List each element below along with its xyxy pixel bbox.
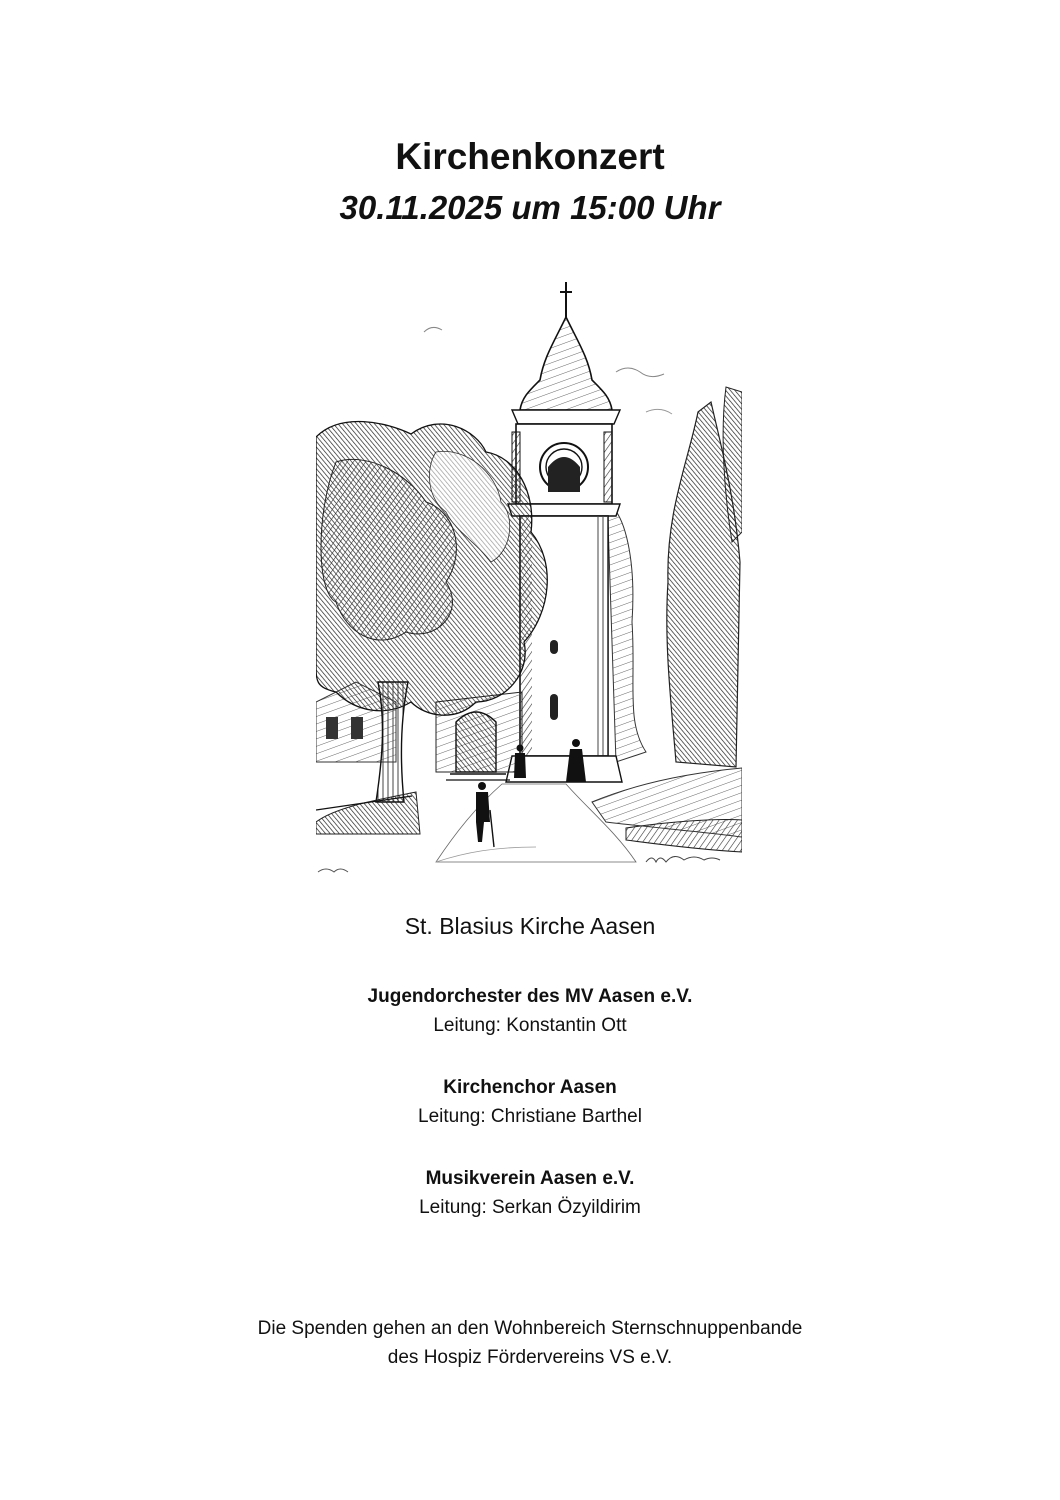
ensemble-item xyxy=(0,1073,1060,1164)
donation-note xyxy=(0,1314,1060,1372)
cloud-stroke xyxy=(646,409,672,414)
donation-line: Die Spenden gehen an den Wohnbereich Sternschnuppenbande xyxy=(257,1318,803,1339)
cloud-stroke xyxy=(424,327,442,332)
ensemble-name: Kirchenchor Aasen xyxy=(443,1077,617,1098)
ensemble-item xyxy=(0,982,1060,1073)
ensemble-leader: Leitung: Konstantin Ott xyxy=(433,1015,627,1036)
corner-mark xyxy=(318,869,348,872)
donation-line: des Hospiz Fördervereins VS e.V. xyxy=(387,1347,673,1368)
concert-date-time: 30.11.2025 um 15:00 Uhr xyxy=(339,189,721,226)
artist-signature xyxy=(646,856,720,862)
cloud-stroke xyxy=(616,368,664,377)
ensemble-list xyxy=(0,982,1060,1255)
hedge-left xyxy=(316,792,420,834)
ensemble-name: Jugendorchester des MV Aasen e.V. xyxy=(367,986,693,1007)
shrub-right xyxy=(606,502,646,762)
church-illustration xyxy=(316,262,742,878)
walking-path xyxy=(436,784,636,862)
ensemble-name: Musikverein Aasen e.V. xyxy=(425,1168,635,1189)
ensemble-leader: Leitung: Christiane Barthel xyxy=(418,1106,642,1127)
venue-name: St. Blasius Kirche Aasen xyxy=(404,913,656,939)
church-sketch-svg xyxy=(316,262,742,878)
page-title: Kirchenkonzert xyxy=(395,136,665,177)
ensemble-item xyxy=(0,1164,1060,1255)
ensemble-leader: Leitung: Serkan Özyildirim xyxy=(419,1197,641,1218)
